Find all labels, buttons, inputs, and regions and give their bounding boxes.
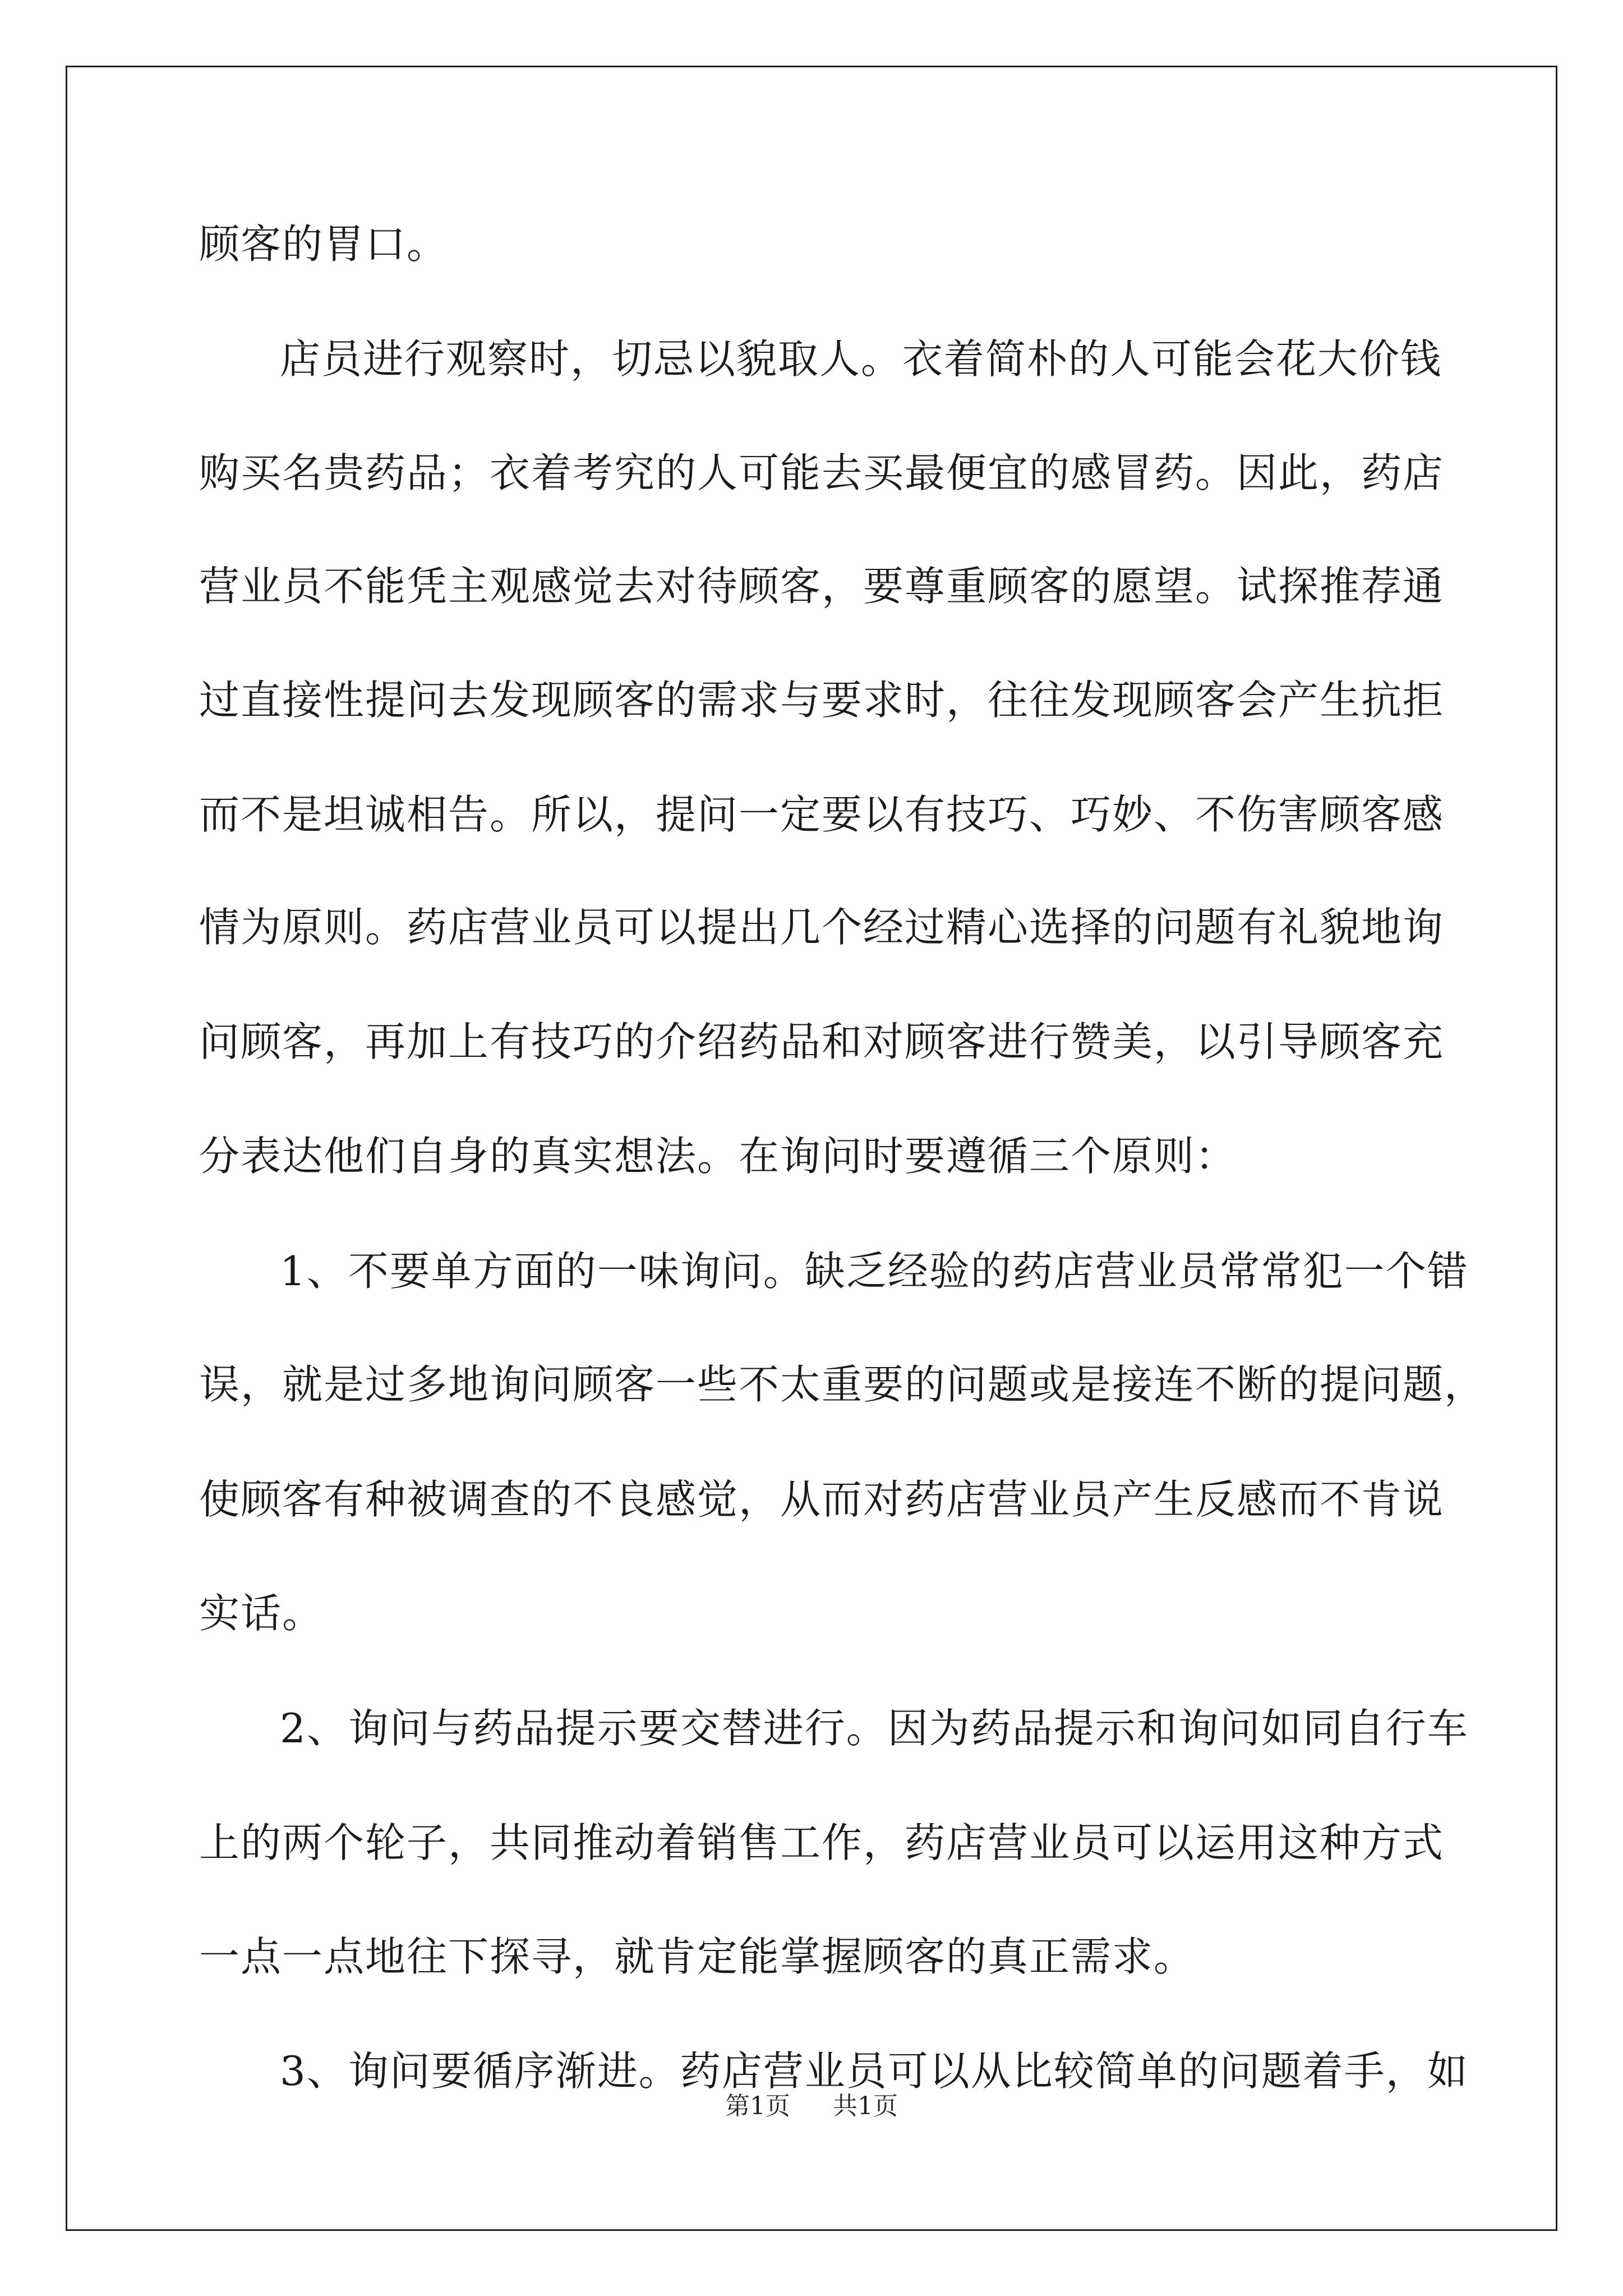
text-line: 问顾客，再加上有技巧的介绍药品和对顾客进行赞美，以引导顾客充 [199, 1018, 1445, 1065]
text-line: 分表达他们自身的真实想法。在询问时要遵循三个原则： [199, 1133, 1237, 1180]
paragraph-start: 3、询问要循序渐进。药店营业员可以从比较简单的问题着手，如 [280, 2047, 1469, 2095]
text-line: 顾客的胃口。 [199, 220, 449, 268]
text-line: 而不是坦诚相告。所以，提问一定要以有技巧、巧妙、不伤害顾客感 [199, 791, 1445, 838]
text-line: 一点一点地往下探寻，就肯定能掌握顾客的真正需求。 [199, 1933, 1196, 1980]
text-line: 过直接性提问去发现顾客的需求与要求时，往往发现顾客会产生抗拒 [199, 677, 1445, 724]
text-line: 上的两个轮子，共同推动着销售工作，药店营业员可以运用这种方式 [199, 1819, 1445, 1866]
paragraph-start: 店员进行观察时，切忌以貌取人。衣着简朴的人可能会花大价钱 [280, 335, 1442, 383]
page-footer [0, 2087, 1623, 2126]
paragraph-start: 1、不要单方面的一味询问。缺乏经验的药店营业员常常犯一个错 [280, 1248, 1469, 1295]
text-line: 使顾客有种被调查的不良感觉，从而对药店营业员产生反感而不肯说 [199, 1476, 1445, 1523]
text-line: 情为原则。药店营业员可以提出几个经过精心选择的问题有礼貌地询 [199, 904, 1445, 951]
text-line: 营业员不能凭主观感觉去对待顾客，要尊重顾客的愿望。试探推荐通 [199, 563, 1445, 610]
page-number: 第1页 [725, 2092, 790, 2120]
page-total: 共1页 [833, 2092, 898, 2120]
text-line: 购买名贵药品；衣着考究的人可能去买最便宜的感冒药。因此，药店 [199, 449, 1445, 496]
text-line: 实话。 [199, 1590, 324, 1637]
text-line: 误，就是过多地询问顾客一些不太重要的问题或是接连不断的提问题， [199, 1361, 1486, 1408]
paragraph-start: 2、询问与药品提示要交替进行。因为药品提示和询问如同自行车 [280, 1705, 1469, 1752]
